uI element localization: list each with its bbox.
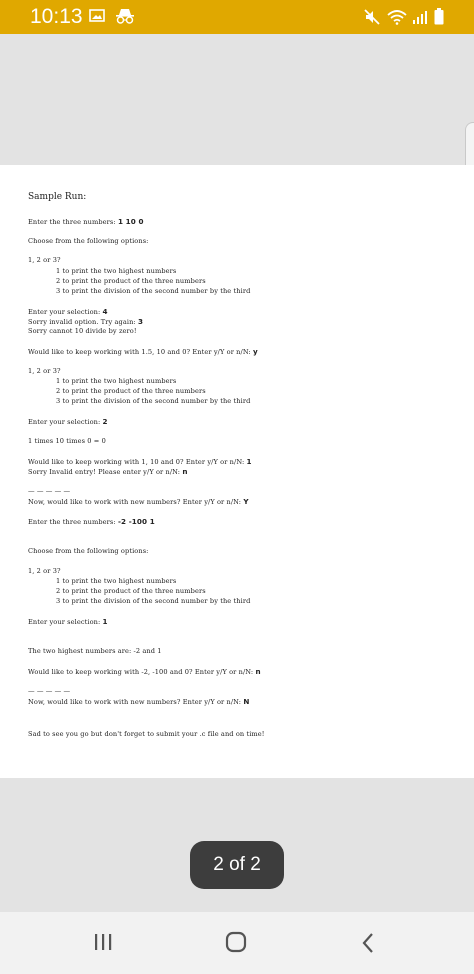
text-line [28, 487, 70, 495]
line-text: 3 to print the division of the second number by the third [56, 597, 251, 605]
user-input: -2 -100 1 [117, 517, 155, 526]
battery-icon [434, 8, 444, 25]
user-input: n [182, 467, 188, 476]
user-input: y [252, 347, 258, 356]
line-text: Enter your selection: [28, 618, 103, 626]
user-input: 3 [137, 317, 144, 326]
line-text: — — — — — [28, 687, 71, 695]
text-line [56, 277, 206, 285]
wifi-icon [386, 9, 408, 25]
line-text: Sorry invalid option. Try again: [28, 318, 138, 326]
line-text: Now, would like to work with new numbers? Enter y/Y or n/N: [28, 698, 244, 706]
gallery-icon [89, 9, 105, 22]
document-page [0, 165, 474, 778]
prompt-line [28, 697, 249, 706]
text-line [28, 547, 149, 555]
text-line [28, 647, 162, 655]
line-text: Sorry Invalid entry! Please enter y/Y or n/N: [28, 468, 183, 476]
line-text: 1 to print the two highest numbers [56, 267, 177, 275]
line-text: 1, 2 or 3? [28, 367, 61, 375]
user-input: N [243, 697, 250, 706]
line-text: Enter your selection: [28, 308, 103, 316]
line-text: 1 to print the two highest numbers [56, 377, 177, 385]
line-text: 2 to print the product of the three numbers [56, 587, 206, 595]
line-text: 3 to print the division of the second number by the third [56, 287, 251, 295]
viewer-background [0, 34, 474, 165]
prompt-line [28, 307, 108, 316]
page-heading: Sample Run: [28, 192, 87, 202]
user-input: 2 [102, 417, 108, 426]
line-text: 1 times 10 times 0 = 0 [28, 437, 106, 445]
text-line [56, 597, 250, 605]
line-text: 2 to print the product of the three numbers [56, 277, 206, 285]
line-text: — — — — — [28, 487, 71, 495]
user-input: 1 [246, 457, 252, 466]
text-line [28, 367, 61, 375]
line-text: The two highest numbers are: -2 and 1 [28, 647, 162, 655]
line-text: Sad to see you go but don't forget to submit your .c file and on time! [28, 730, 265, 738]
line-text: Enter the three numbers: [28, 218, 118, 226]
prompt-line [28, 467, 188, 476]
text-line [56, 287, 250, 295]
line-text: Would like to keep working with 1, 10 and 0? Enter y/Y or n/N: [28, 458, 247, 466]
line-text: Would like to keep working with -2, -100 and 0? Enter y/Y or n/N: [28, 668, 256, 676]
incognito-icon [114, 8, 136, 24]
prompt-line [28, 317, 143, 326]
prompt-line [28, 347, 258, 356]
text-line [56, 577, 176, 585]
line-text: Choose from the following options: [28, 237, 149, 245]
line-text: Would like to keep working with 1.5, 10 and 0? Enter y/Y or n/N: [28, 348, 253, 356]
prompt-line [28, 457, 252, 466]
home-icon[interactable] [225, 931, 247, 953]
user-input: n [255, 667, 261, 676]
line-text: Enter your selection: [28, 418, 103, 426]
user-input: 1 [102, 617, 108, 626]
status-bar [0, 0, 474, 34]
back-icon[interactable] [360, 932, 376, 954]
text-line [28, 730, 265, 738]
prompt-line [28, 667, 261, 676]
user-input: 1 10 0 [117, 217, 144, 226]
signal-icon [412, 10, 428, 24]
text-line [56, 587, 206, 595]
text-line [28, 256, 61, 264]
text-line [56, 387, 206, 395]
text-line [28, 687, 70, 695]
user-input: 4 [102, 307, 108, 316]
text-line [28, 237, 149, 245]
text-line [56, 397, 250, 405]
text-line [56, 377, 176, 385]
status-time: 10:13 [30, 5, 83, 28]
user-input: Y [243, 497, 249, 506]
line-text: 1, 2 or 3? [28, 567, 61, 575]
line-text: 1 to print the two highest numbers [56, 577, 177, 585]
mute-icon [364, 9, 380, 25]
prompt-line [28, 617, 108, 626]
line-text: Now, would like to work with new numbers? Enter y/Y or n/N: [28, 498, 244, 506]
text-line [28, 437, 106, 445]
text-line [28, 567, 61, 575]
prompt-line [28, 517, 155, 526]
line-text: Enter the three numbers: [28, 518, 118, 526]
line-text: 1, 2 or 3? [28, 256, 61, 264]
page-indicator: 2 of 2 [190, 841, 284, 889]
text-line [56, 267, 176, 275]
line-text: Sorry cannot 10 divide by zero! [28, 327, 137, 335]
prompt-line [28, 217, 144, 226]
navigation-bar [0, 912, 474, 974]
recents-icon[interactable] [92, 932, 114, 952]
line-text: 3 to print the division of the second number by the third [56, 397, 251, 405]
text-line [28, 327, 137, 335]
line-text: 2 to print the product of the three numbers [56, 387, 206, 395]
prompt-line [28, 497, 249, 506]
prompt-line [28, 417, 108, 426]
line-text: Choose from the following options: [28, 547, 149, 555]
